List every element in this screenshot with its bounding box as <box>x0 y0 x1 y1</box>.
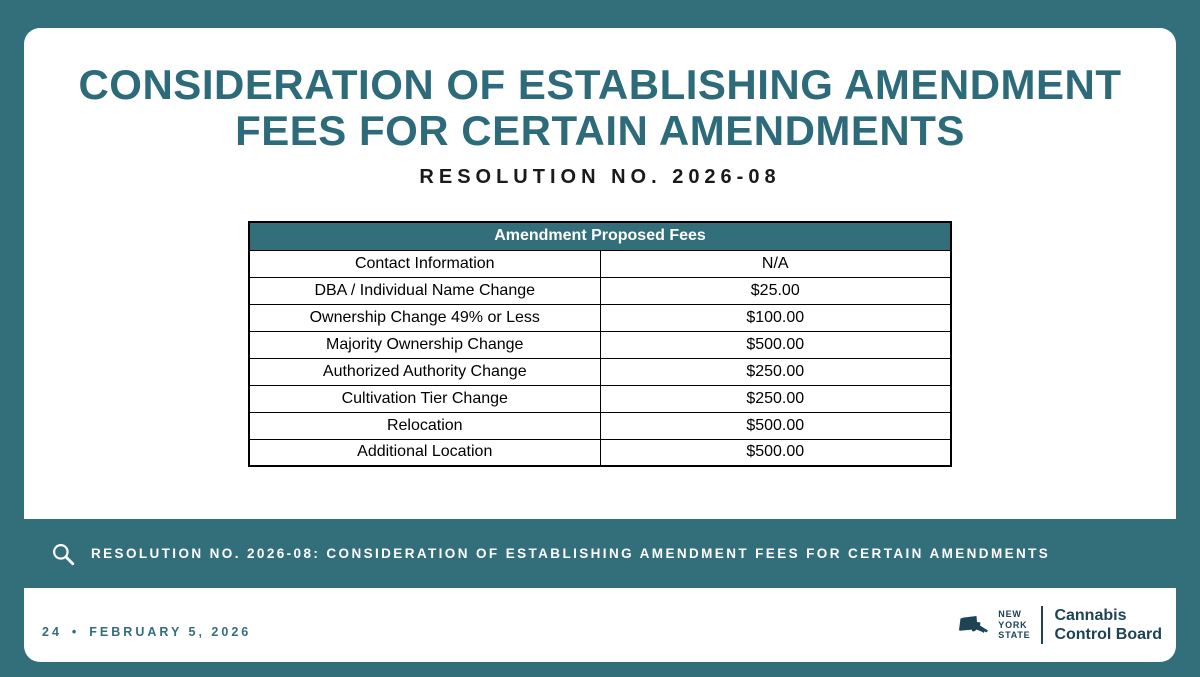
resolution-band <box>24 519 1176 588</box>
table-row <box>249 277 951 304</box>
page-title: CONSIDERATION OF ESTABLISHING AMENDMENT FEES FOR CERTAIN AMENDMENTS <box>78 61 1122 154</box>
fee-item-cell: Contact Information <box>249 250 600 277</box>
fees-table <box>248 221 952 467</box>
footer-bar <box>24 588 1176 662</box>
fee-amount-cell: $500.00 <box>600 439 951 466</box>
magnifier-icon <box>50 541 76 567</box>
nys-cannabis-logo <box>955 606 1162 644</box>
table-header-row <box>249 222 951 250</box>
fee-amount-cell: $25.00 <box>600 277 951 304</box>
fee-item-cell: Majority Ownership Change <box>249 331 600 358</box>
fee-amount-cell: $250.00 <box>600 385 951 412</box>
fee-item-cell: Authorized Authority Change <box>249 358 600 385</box>
table-row <box>249 304 951 331</box>
main-panel <box>24 28 1176 519</box>
state-name-line: STATE <box>998 630 1031 641</box>
org-name <box>1054 606 1162 644</box>
logo-divider <box>1041 606 1043 644</box>
fee-amount-cell: N/A <box>600 250 951 277</box>
table-row <box>249 412 951 439</box>
bullet-separator: • <box>71 625 80 639</box>
fee-amount-cell: $500.00 <box>600 331 951 358</box>
table-row <box>249 385 951 412</box>
page-date <box>42 625 251 639</box>
table-header: Amendment Proposed Fees <box>249 222 951 250</box>
resolution-subtitle: RESOLUTION NO. 2026-08 <box>419 166 781 188</box>
table-row <box>249 439 951 466</box>
fee-item-cell: Cultivation Tier Change <box>249 385 600 412</box>
fee-item-cell: Additional Location <box>249 439 600 466</box>
resolution-band-text: RESOLUTION NO. 2026-08: CONSIDERATION OF ESTABLISHING AMENDMENT FEES FOR CERTAIN AMENDMENTS <box>91 545 1051 561</box>
fee-item-cell: DBA / Individual Name Change <box>249 277 600 304</box>
state-name-line: NEW <box>998 608 1022 619</box>
state-name <box>998 609 1030 641</box>
table-row <box>249 250 951 277</box>
fee-amount-cell: $250.00 <box>600 358 951 385</box>
ny-state-icon <box>955 612 991 638</box>
state-name-line: YORK <box>998 619 1028 630</box>
table-row <box>249 331 951 358</box>
page-number: 24 <box>42 625 62 639</box>
org-name-line: Control Board <box>1054 626 1162 643</box>
org-name-line: Cannabis <box>1054 606 1127 624</box>
fee-amount-cell: $500.00 <box>600 412 951 439</box>
slide-date: FEBRUARY 5, 2026 <box>89 625 252 639</box>
table-row <box>249 358 951 385</box>
fee-amount-cell: $100.00 <box>600 304 951 331</box>
fee-item-cell: Ownership Change 49% or Less <box>249 304 600 331</box>
fee-item-cell: Relocation <box>249 412 600 439</box>
